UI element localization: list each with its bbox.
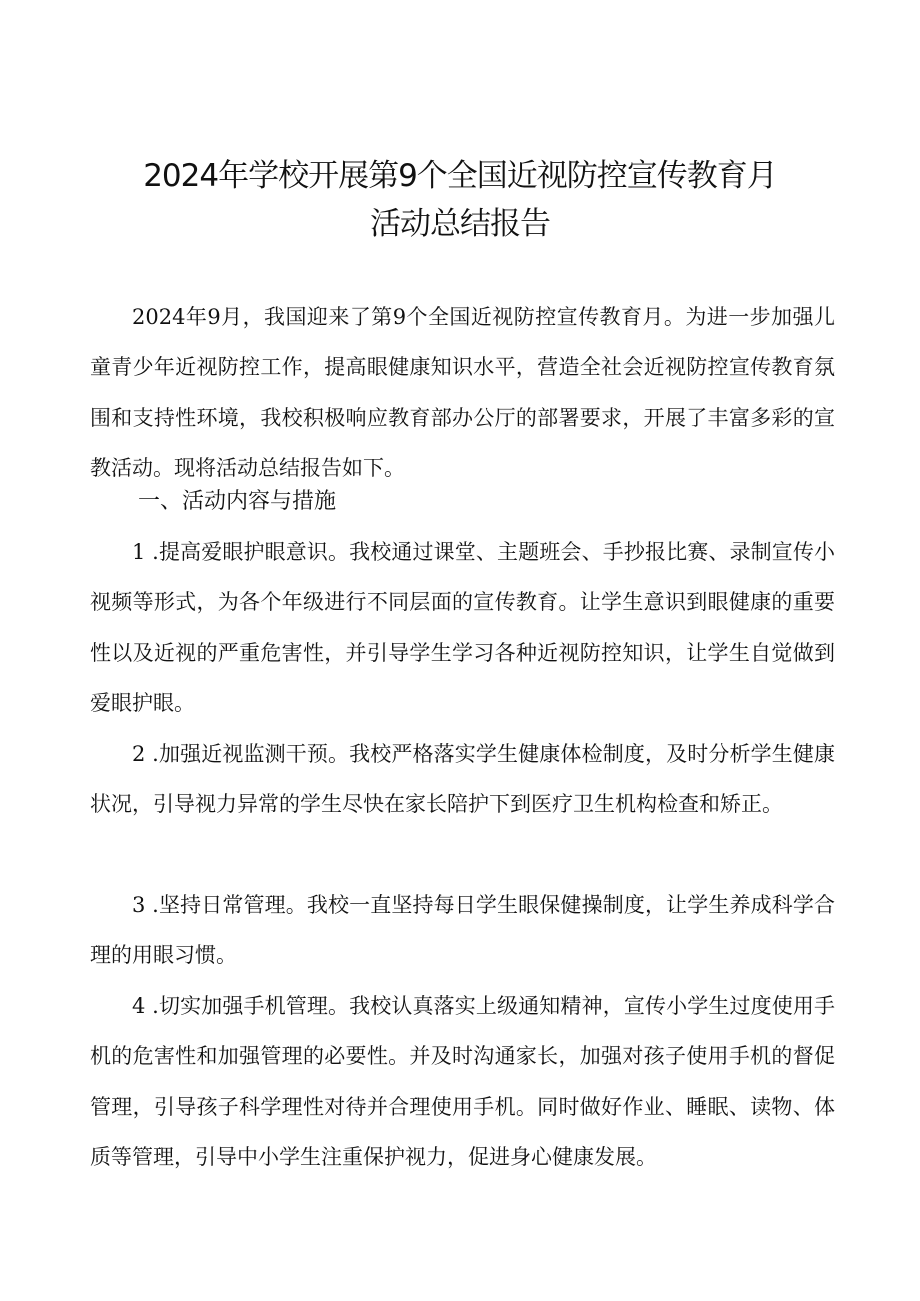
item-paragraph-2: 2 .加强近视监测干预。我校严格落实学生健康体检制度，及时分析学生健康状况，引导视力异常的学生尽快在家长陪护下到医疗卫生机构检查和矫正。 — [90, 742, 835, 817]
document-title-line-1: 2024年学校开展第9个全国近视防控宣传教育月 — [143, 158, 777, 194]
item-paragraph-4: 4 .切实加强手机管理。我校认真落实上级通知精神，宣传小学生过度使用手机的危害性和加强管理的必要性。并及时沟通家长，加强对孩子使用手机的督促管理，引导孩子科学理性对待并合理使用手机。同时做好作业、睡眠、读物、体质等管理，引导中小学生注重保护视力，促进身心健康发展。 — [90, 994, 835, 1169]
item-paragraph-3: 3 .坚持日常管理。我校一直坚持每日学生眼保健操制度，让学生养成科学合理的用眼习惯。 — [90, 893, 835, 968]
document-title-line-2: 活动总结报告 — [370, 206, 550, 242]
section-heading-activities: 一、活动内容与措施 — [138, 489, 337, 514]
item-paragraph-1: 1 .提高爱眼护眼意识。我校通过课堂、主题班会、手抄报比赛、录制宣传小视频等形式，为各个年级进行不同层面的宣传教育。让学生意识到眼健康的重要性以及近视的严重危害性，并引导学生学习各种近视防控知识，让学生自觉做到爱眼护眼。 — [90, 540, 835, 715]
intro-paragraph: 2024年9月，我国迎来了第9个全国近视防控宣传教育月。为进一步加强儿童青少年近视防控工作，提高眼健康知识水平，营造全社会近视防控宣传教育氛围和支持性环境，我校积极响应教育部办公厅的部署要求，开展了丰富多彩的宣教活动。现将活动总结报告如下。 — [90, 305, 835, 480]
